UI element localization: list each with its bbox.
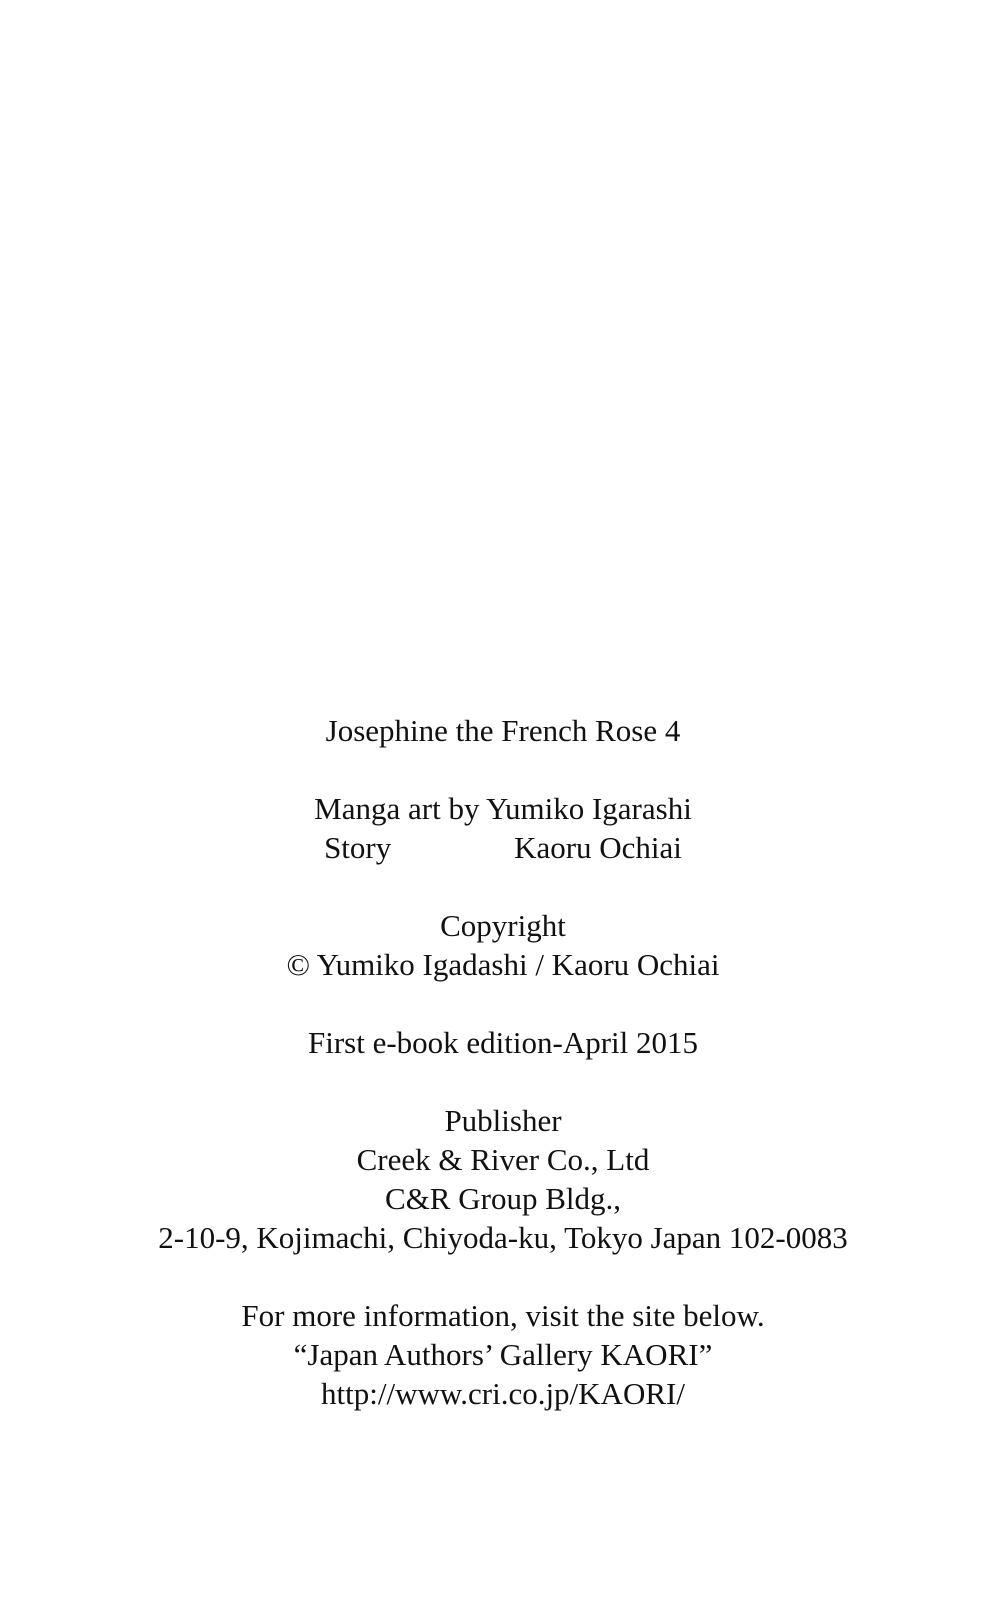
- manga-art-credit: Manga art by Yumiko Igarashi: [314, 791, 692, 826]
- gallery-name: “Japan Authors’ Gallery KAORI”: [293, 1337, 713, 1372]
- story-author: Kaoru Ochiai: [514, 830, 682, 865]
- publisher-address: 2-10-9, Kojimachi, Chiyoda-ku, Tokyo Japan 102-0083: [158, 1220, 848, 1255]
- spacer: [0, 750, 1006, 789]
- edition-info: First e-book edition-April 2015: [307, 1025, 699, 1060]
- story-label: Story: [324, 830, 392, 865]
- spacer: [0, 1062, 1006, 1101]
- copyright-label: Copyright: [440, 908, 566, 943]
- website-url: http://www.cri.co.jp/KAORI/: [321, 1376, 685, 1411]
- book-title: Josephine the French Rose 4: [325, 713, 681, 748]
- story-credit: [0, 828, 1006, 867]
- info-text: For more information, visit the site below.: [241, 1298, 765, 1333]
- spacer: [0, 1257, 1006, 1296]
- colophon: [0, 711, 1006, 1413]
- spacer: [0, 867, 1006, 906]
- publisher-name: Creek & River Co., Ltd: [356, 1142, 650, 1177]
- publisher-label: Publisher: [444, 1103, 562, 1138]
- publisher-building: C&R Group Bldg.,: [385, 1181, 621, 1216]
- copyright-holders: © Yumiko Igadashi / Kaoru Ochiai: [286, 947, 720, 982]
- spacer: [0, 984, 1006, 1023]
